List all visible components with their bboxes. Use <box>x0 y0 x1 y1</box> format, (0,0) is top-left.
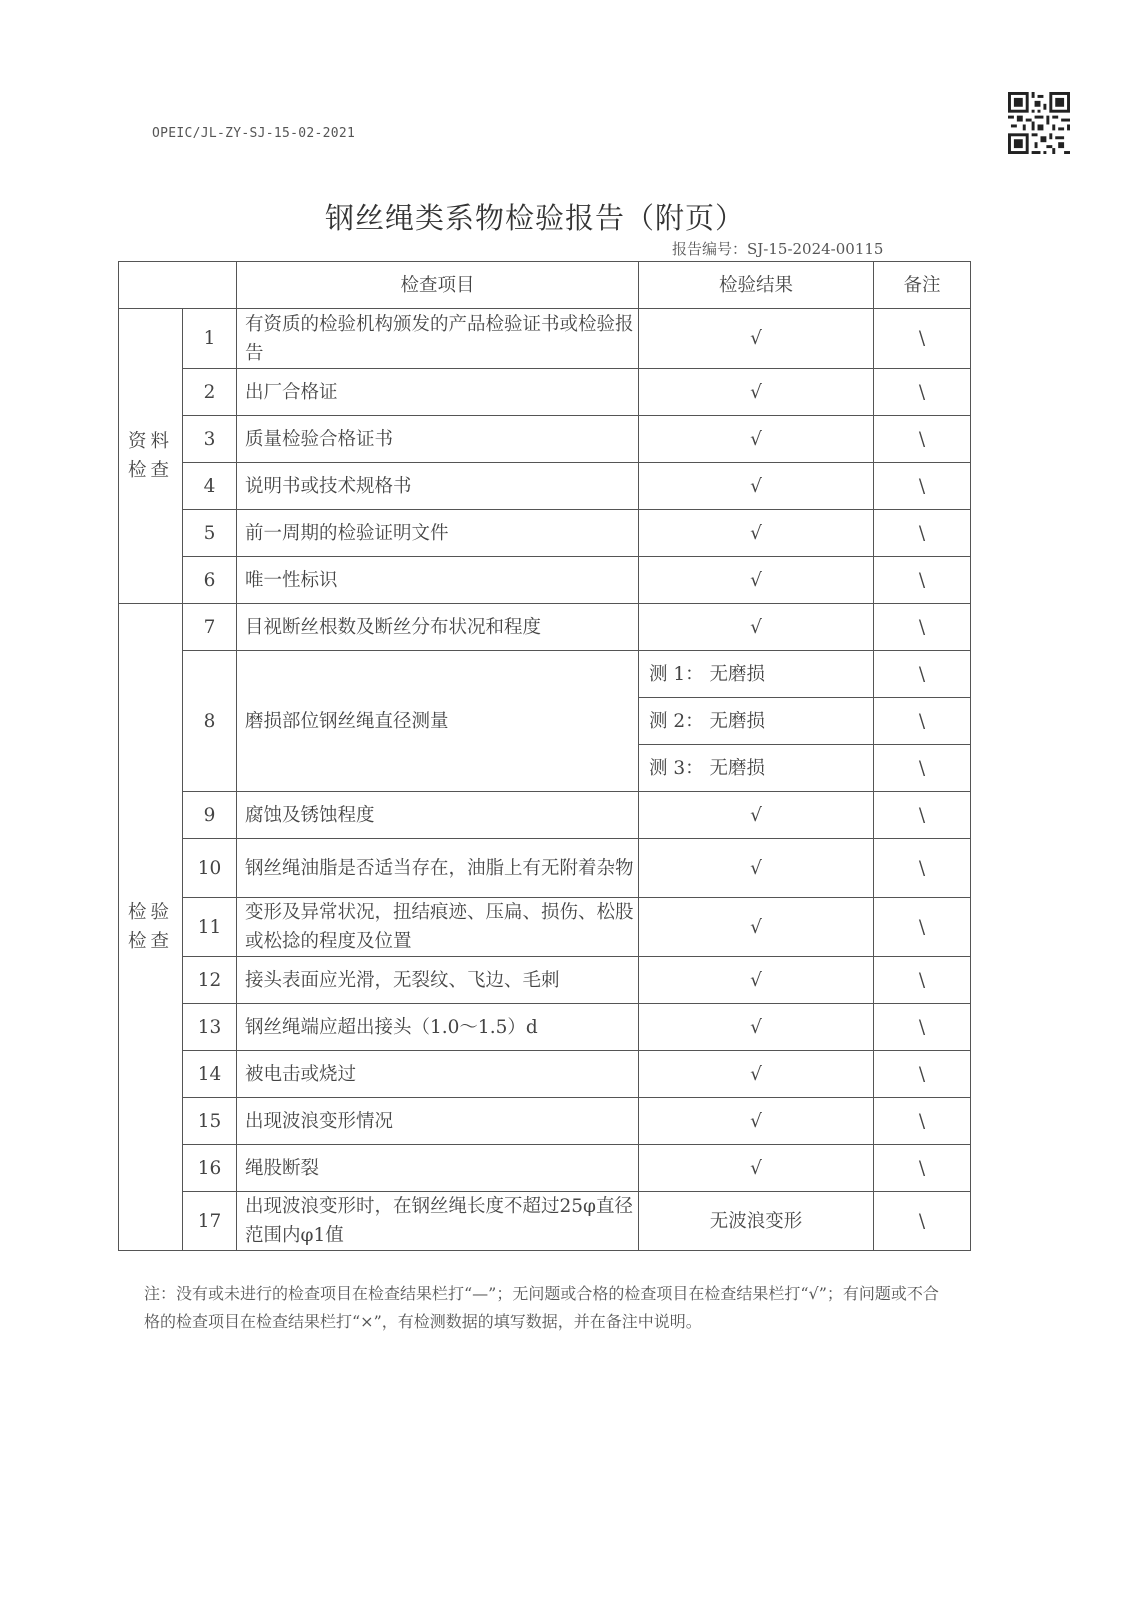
row-note: \ <box>874 898 971 957</box>
group-label: 资料 <box>127 431 173 452</box>
header-note: 备注 <box>874 262 971 309</box>
row-item: 说明书或技术规格书 <box>237 463 639 510</box>
row-note: \ <box>874 309 971 369</box>
table-row <box>119 416 971 463</box>
row-note: \ <box>874 1004 971 1051</box>
row-number: 1 <box>183 309 237 369</box>
row-note: \ <box>874 957 971 1004</box>
row-note: \ <box>874 557 971 604</box>
table-row <box>119 1004 971 1051</box>
row-item: 唯一性标识 <box>237 557 639 604</box>
row-item: 出厂合格证 <box>237 369 639 416</box>
row-result: √ <box>639 1145 874 1192</box>
row-result: √ <box>639 792 874 839</box>
inspection-table <box>118 261 971 1251</box>
row-note: \ <box>874 745 971 792</box>
row-item: 出现波浪变形时，在钢丝绳长度不超过25φ直径范围内φ1值 <box>237 1192 639 1251</box>
report-number: 报告编号：SJ-15-2024-00115 <box>672 240 884 258</box>
group-label: 检查 <box>127 460 173 481</box>
row-item: 被电击或烧过 <box>237 1051 639 1098</box>
row-item: 腐蚀及锈蚀程度 <box>237 792 639 839</box>
row-item: 接头表面应光滑，无裂纹、飞边、毛刺 <box>237 957 639 1004</box>
row-note: \ <box>874 651 971 698</box>
measurement-result: 测 1： 无磨损 <box>639 651 874 698</box>
table-row <box>119 1051 971 1098</box>
group-document-check <box>119 309 183 604</box>
qr-code-icon <box>1008 92 1070 154</box>
header-blank-cell <box>119 262 237 309</box>
row-number: 3 <box>183 416 237 463</box>
table-row <box>119 651 971 698</box>
table-row <box>119 604 971 651</box>
row-result: √ <box>639 369 874 416</box>
row-result: √ <box>639 510 874 557</box>
row-result: √ <box>639 898 874 957</box>
measurement-result: 测 2： 无磨损 <box>639 698 874 745</box>
row-note: \ <box>874 510 971 557</box>
group-inspection-check <box>119 604 183 1251</box>
row-result: √ <box>639 839 874 898</box>
document-code: OPEIC/JL-ZY-SJ-15-02-2021 <box>152 126 356 141</box>
row-note: \ <box>874 1145 971 1192</box>
row-item: 出现波浪变形情况 <box>237 1098 639 1145</box>
page-title: 钢丝绳类系物检验报告（附页） <box>324 201 745 235</box>
row-number: 16 <box>183 1145 237 1192</box>
table-row <box>119 957 971 1004</box>
row-number: 13 <box>183 1004 237 1051</box>
row-number: 6 <box>183 557 237 604</box>
row-note: \ <box>874 839 971 898</box>
row-number: 15 <box>183 1098 237 1145</box>
row-item: 质量检验合格证书 <box>237 416 639 463</box>
row-result: √ <box>639 604 874 651</box>
row-note: \ <box>874 369 971 416</box>
table-row <box>119 898 971 957</box>
row-number: 10 <box>183 839 237 898</box>
row-number: 2 <box>183 369 237 416</box>
header-item: 检查项目 <box>237 262 639 309</box>
row-number: 4 <box>183 463 237 510</box>
row-result: √ <box>639 1098 874 1145</box>
table-row <box>119 1145 971 1192</box>
row-item: 前一周期的检验证明文件 <box>237 510 639 557</box>
row-item: 有资质的检验机构颁发的产品检验证书或检验报告 <box>237 309 639 369</box>
row-result: √ <box>639 309 874 369</box>
header-result: 检验结果 <box>639 262 874 309</box>
row-note: \ <box>874 416 971 463</box>
table-row <box>119 1192 971 1251</box>
row-note: \ <box>874 698 971 745</box>
table-row <box>119 1098 971 1145</box>
group-label: 检验 <box>127 902 173 923</box>
table-row <box>119 309 971 369</box>
row-item: 磨损部位钢丝绳直径测量 <box>237 651 639 792</box>
row-note: \ <box>874 604 971 651</box>
row-note: \ <box>874 792 971 839</box>
row-item: 钢丝绳端应超出接头（1.0～1.5）d <box>237 1004 639 1051</box>
row-note: \ <box>874 1098 971 1145</box>
row-item: 钢丝绳油脂是否适当存在，油脂上有无附着杂物 <box>237 839 639 898</box>
row-number: 8 <box>183 651 237 792</box>
group-label: 检查 <box>127 931 173 952</box>
table-row <box>119 557 971 604</box>
row-result: √ <box>639 1051 874 1098</box>
row-number: 17 <box>183 1192 237 1251</box>
table-row <box>119 792 971 839</box>
table-row <box>119 369 971 416</box>
row-note: \ <box>874 1051 971 1098</box>
row-result: √ <box>639 463 874 510</box>
row-number: 11 <box>183 898 237 957</box>
footnote: 注：没有或未进行的检查项目在检查结果栏打“—”；无问题或合格的检查项目在检查结果栏打“√”；有问题或不合格的检查项目在检查结果栏打“×”，有检测数据的填写数据，并在备注中说明。 <box>144 1284 939 1331</box>
table-header-row <box>119 262 971 309</box>
row-number: 12 <box>183 957 237 1004</box>
row-number: 14 <box>183 1051 237 1098</box>
table-row <box>119 510 971 557</box>
row-number: 7 <box>183 604 237 651</box>
table-row <box>119 839 971 898</box>
row-result: 无波浪变形 <box>639 1192 874 1251</box>
row-number: 5 <box>183 510 237 557</box>
row-result: √ <box>639 957 874 1004</box>
row-result: √ <box>639 416 874 463</box>
row-item: 目视断丝根数及断丝分布状况和程度 <box>237 604 639 651</box>
row-item: 变形及异常状况，扭结痕迹、压扁、损伤、松股或松捻的程度及位置 <box>237 898 639 957</box>
table-row <box>119 463 971 510</box>
row-note: \ <box>874 463 971 510</box>
measurement-result: 测 3： 无磨损 <box>639 745 874 792</box>
row-item: 绳股断裂 <box>237 1145 639 1192</box>
row-note: \ <box>874 1192 971 1251</box>
row-number: 9 <box>183 792 237 839</box>
row-result: √ <box>639 557 874 604</box>
row-result: √ <box>639 1004 874 1051</box>
